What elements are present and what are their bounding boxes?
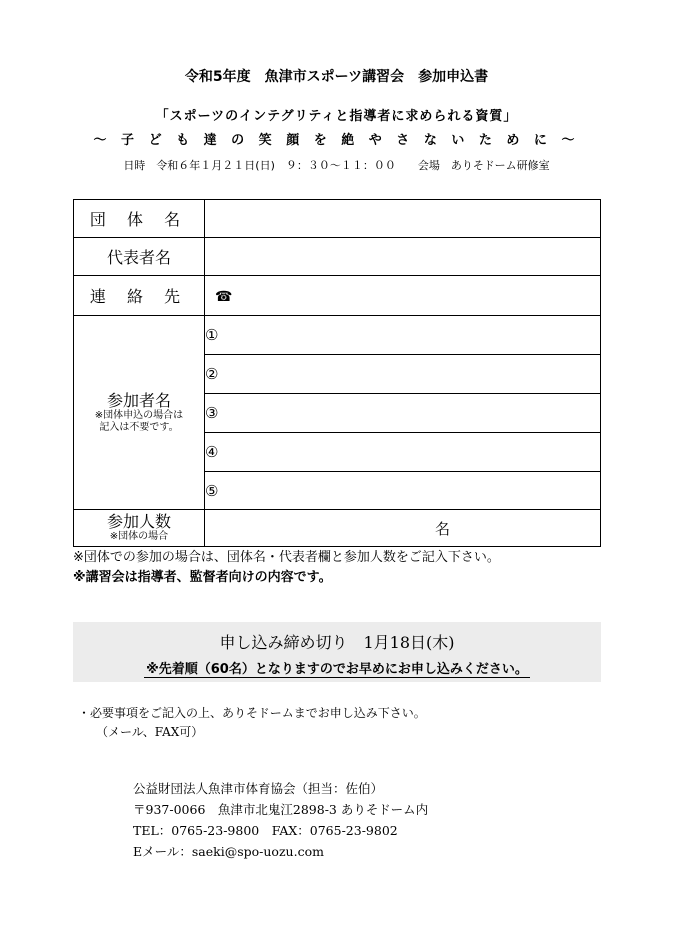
group-name-label: 団 体 名 [74,200,205,238]
group-name-field[interactable] [205,200,601,238]
contact-org: 公益財団法人魚津市体育協会（担当：佐伯） [133,781,384,796]
participant-field-4[interactable] [205,433,601,472]
participant-number-4: ④ [205,443,219,461]
page-title: 令和5年度 魚津市スポーツ講習会 参加申込書 [184,69,489,85]
representative-label: 代表者名 [74,238,205,276]
deadline-text: 申し込み締め切り 1月18日(木) [219,633,455,652]
participant-field-5[interactable] [205,472,601,510]
form-notes [73,548,500,588]
representative-field[interactable] [205,238,601,276]
first-come-note [73,658,601,677]
contact-email[interactable]: Eメール：saeki@spo-uozu.com [133,844,324,859]
instruction-line-2: （メール、FAX可） [96,725,204,739]
date-venue: 日時 令和６年１月２１日(日) ９：３０～１１：００ 会場 ありそドーム研修室 [123,159,550,172]
count-field[interactable] [205,510,601,547]
contact-block [133,778,428,862]
contact-label: 連 絡 先 [74,276,205,316]
subtitle: 「スポーツのインテグリティと指導者に求められる資質」 [155,109,518,124]
contact-address: 〒937-0066 魚津市北鬼江2898-3 ありそドーム内 [133,802,429,817]
count-label: 参加人数 [106,512,171,531]
participants-label-cell [74,316,205,510]
instruction-line-1: ・必要事項をご記入の上、ありそドームまでお申し込み下さい。 [78,706,426,720]
note-audience: ※講習会は指導者、監督者向けの内容です。 [73,570,332,585]
participant-number-5: ⑤ [205,481,219,500]
participant-number-2: ② [205,365,219,383]
participants-note-2: 記入は不要です。 [99,421,179,433]
participant-field-1[interactable] [205,316,601,355]
count-note: ※団体の場合 [109,531,169,542]
motto: ～ 子 ど も 達 の 笑 顔 を 絶 や さ な い た め に ～ [93,133,580,148]
participant-number-1: ① [205,326,219,344]
telephone-icon: ☎ [215,288,233,305]
participant-field-3[interactable] [205,394,601,433]
first-come-text: ※先着順（60名）となりますのでお早めにお申し込みください。 [146,662,528,677]
deadline-box [73,622,601,682]
contact-phone: TEL：0765-23-9800 FAX：0765-23-9802 [133,823,398,838]
count-label-cell [74,510,205,547]
contact-field[interactable] [205,276,601,316]
participant-field-2[interactable] [205,355,601,394]
note-group: ※団体での参加の場合は、団体名・代表者欄と参加人数をご記入下さい。 [73,550,500,565]
instruction [78,704,426,742]
participant-number-3: ③ [205,404,219,422]
count-unit: 名 [434,519,450,538]
application-form [73,199,601,547]
participants-label: 参加者名 [106,390,171,410]
participants-note-1: ※団体申込の場合は [94,409,184,421]
